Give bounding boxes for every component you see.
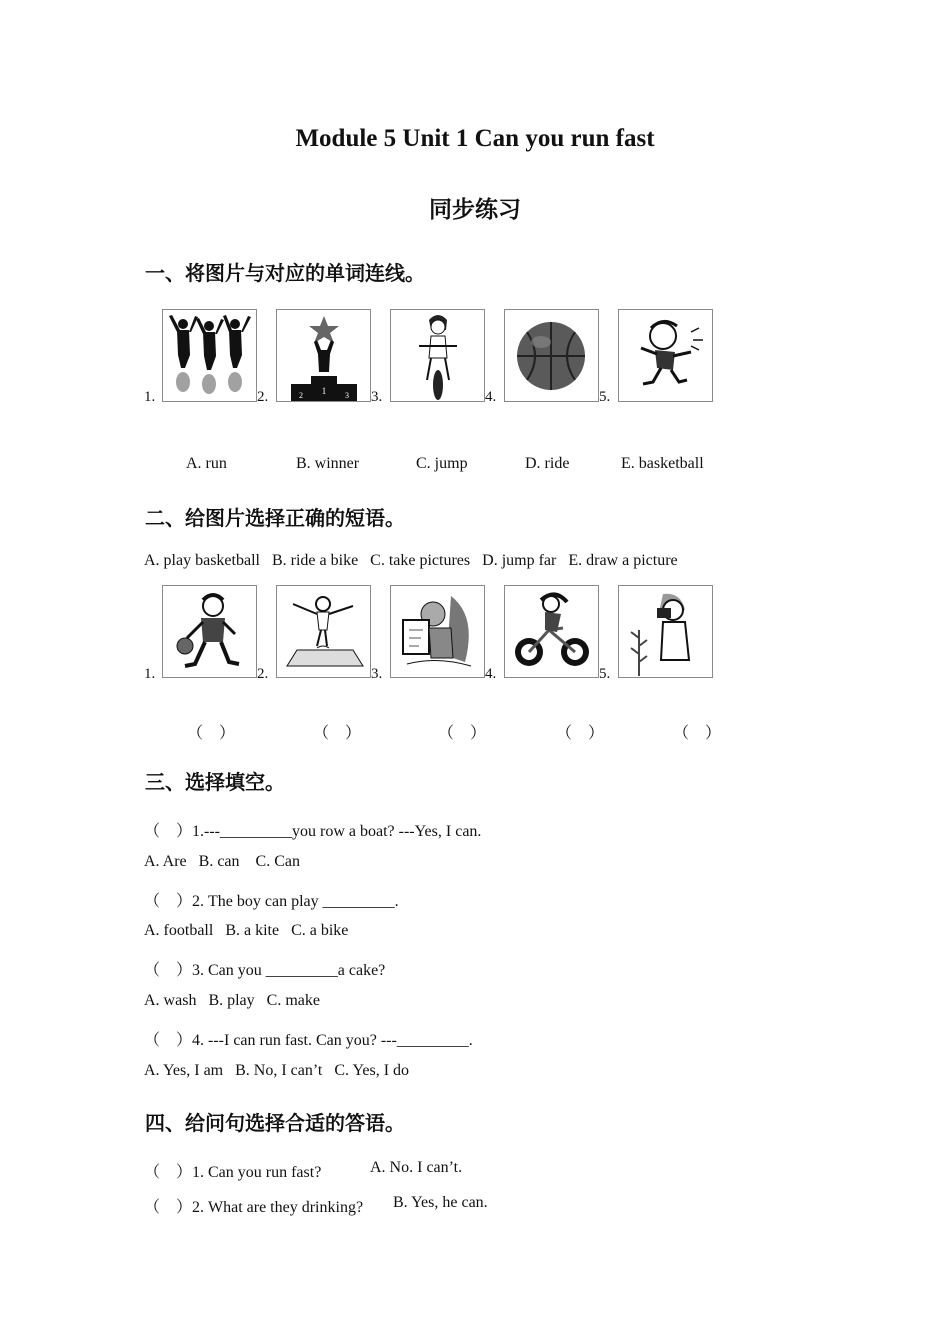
s2-pic2-number: 2. <box>257 666 269 682</box>
page-title: Module 5 Unit 1 Can you run fast <box>295 125 655 152</box>
section2-heading: 二、给图片选择正确的短语。 <box>145 506 405 530</box>
s3-options-1: A. Are B. can C. Can <box>144 853 300 870</box>
s2-pic3-number: 3. <box>371 666 383 682</box>
s2-answer-1[interactable]: （ ） <box>187 725 236 742</box>
s4-answer-b: B. Yes, he can. <box>393 1194 488 1211</box>
jumping-people-icon <box>162 309 257 402</box>
s1-pic2-number: 2. <box>257 389 269 405</box>
s2-pic4-number: 4. <box>485 666 497 682</box>
winner-podium-icon <box>276 309 371 402</box>
s2-pic1-number: 1. <box>144 666 156 682</box>
svg-text:1: 1 <box>321 386 327 396</box>
s2-pic5-number: 5. <box>599 666 611 682</box>
girl-riding-bike-icon <box>390 309 485 402</box>
s2-answer-2[interactable]: （ ） <box>313 725 362 742</box>
s2-answer-3[interactable]: （ ） <box>438 725 487 742</box>
word-e: E. basketball <box>621 455 704 472</box>
s1-pic4-number: 4. <box>485 389 497 405</box>
boy-dribbling-icon <box>162 585 257 678</box>
phrase-options: A. play basketball B. ride a bike C. take pictures D. jump far E. draw a picture <box>144 552 678 569</box>
long-jump-icon <box>276 585 371 678</box>
s2-answer-5[interactable]: （ ） <box>673 725 722 742</box>
s3-question-1: （ ）1.---_________you row a boat? ---Yes, I can. <box>144 823 482 840</box>
word-d: D. ride <box>525 455 570 472</box>
section1-heading: 一、将图片与对应的单词连线。 <box>145 261 425 285</box>
s1-pic3-number: 3. <box>371 389 383 405</box>
s4-question-2: （ ）2. What are they drinking? <box>144 1199 364 1216</box>
word-b: B. winner <box>296 455 360 472</box>
word-c: C. jump <box>416 455 468 472</box>
page-subtitle: 同步练习 <box>429 197 521 223</box>
s3-question-3: （ ）3. Can you _________a cake? <box>144 962 386 979</box>
cyclist-icon <box>504 585 599 678</box>
word-a: A. run <box>186 455 227 472</box>
child-drawing-icon <box>390 585 485 678</box>
s1-pic5-number: 5. <box>599 389 611 405</box>
s3-options-3: A. wash B. play C. make <box>144 992 320 1009</box>
running-boy-icon <box>618 309 713 402</box>
section3-heading: 三、选择填空。 <box>145 770 285 794</box>
s1-pic1-number: 1. <box>144 389 156 405</box>
s3-options-2: A. football B. a kite C. a bike <box>144 922 349 939</box>
s3-question-4: （ ）4. ---I can run fast. Can you? ---_________. <box>144 1032 473 1049</box>
section4-heading: 四、给问句选择合适的答语。 <box>145 1111 405 1135</box>
basketball-icon <box>504 309 599 402</box>
s4-question-1: （ ）1. Can you run fast? <box>144 1164 322 1181</box>
s4-answer-a: A. No. I can’t. <box>370 1159 463 1176</box>
s3-options-4: A. Yes, I am B. No, I can’t C. Yes, I do <box>144 1062 410 1079</box>
svg-text:2: 2 <box>299 391 303 400</box>
svg-text:3: 3 <box>345 391 349 400</box>
s2-answer-4[interactable]: （ ） <box>556 725 605 742</box>
girl-camera-icon <box>618 585 713 678</box>
s3-question-2: （ ）2. The boy can play _________. <box>144 893 399 910</box>
